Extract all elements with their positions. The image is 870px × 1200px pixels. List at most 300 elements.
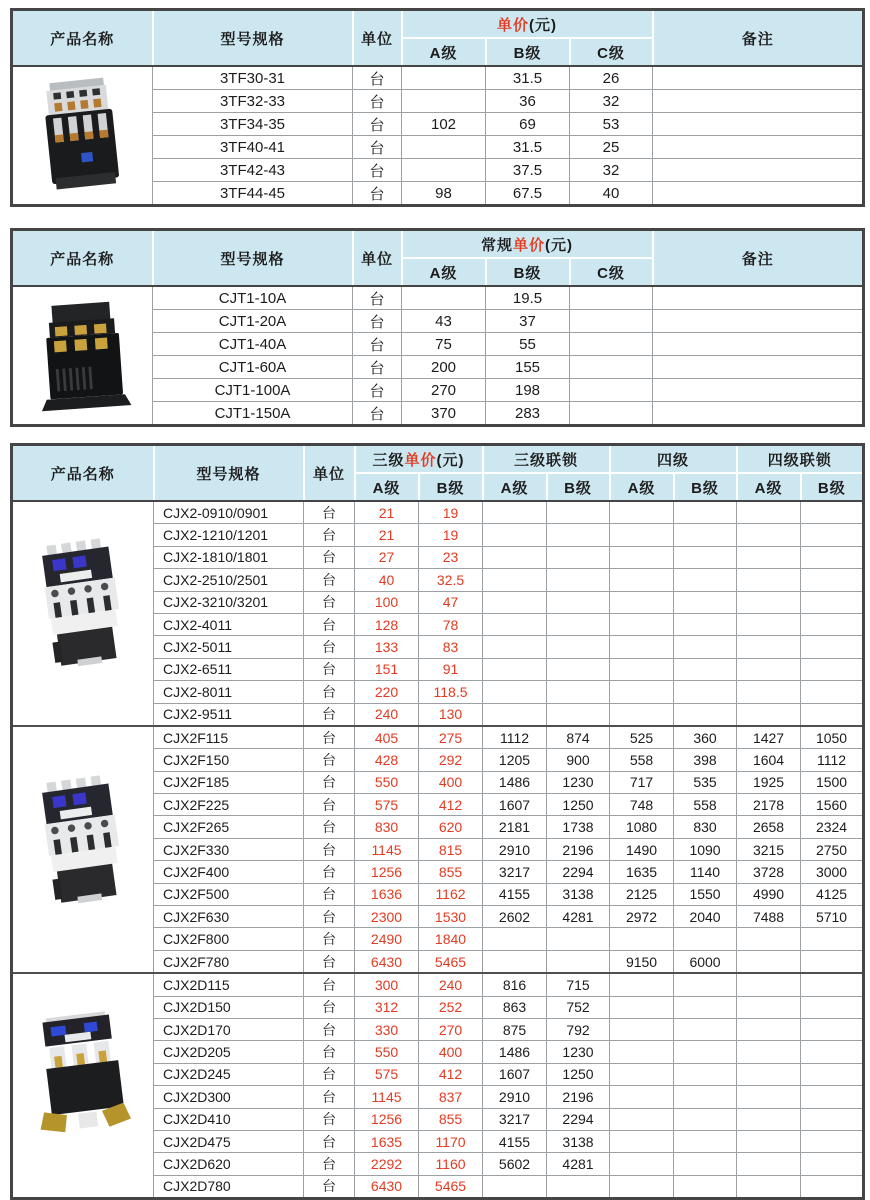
price-cell: 1090 [674,838,737,860]
unit-cell: 台 [304,1153,355,1175]
price-cell: 2490 [355,928,419,950]
price-cell [610,613,674,635]
price-cell: 32 [570,90,653,113]
price-cell: 2196 [547,1086,610,1108]
model-cell: CJX2D245 [154,1063,304,1085]
price-cell [483,1175,547,1198]
price-cell: 3215 [737,838,801,860]
group-label: 四级 [657,451,690,469]
price-cell: 2602 [483,906,547,928]
model-cell: CJX2-1210/1201 [154,524,304,546]
price-group-header [483,445,610,474]
price-cell: 128 [355,613,419,635]
price-cell [483,681,547,703]
price-cell: 2324 [801,816,864,838]
price-cell: 1145 [355,838,419,860]
price-cell [547,950,610,973]
model-cell: CJX2D620 [154,1153,304,1175]
price-cell [402,136,486,159]
remark-cell [653,333,864,356]
price-cell [737,524,801,546]
group-label-part: 常规 [480,236,513,254]
price-cell [674,569,737,591]
price-cell: 1230 [547,771,610,793]
unit-cell: 台 [353,402,402,426]
price-cell: 1550 [674,883,737,905]
price-cell [674,636,737,658]
price-cell: 4155 [483,1130,547,1152]
price-cell [610,1063,674,1085]
unit-cell: 台 [304,1063,355,1085]
model-cell: 3TF32-33 [153,90,353,113]
price-cell: 837 [419,1086,483,1108]
unit-cell: 台 [304,1108,355,1130]
unit-cell: 台 [304,996,355,1018]
model-cell: CJX2-2510/2501 [154,569,304,591]
unit-cell: 台 [304,1175,355,1198]
price-cell [674,1175,737,1198]
model-cell: CJX2F780 [154,950,304,973]
model-cell: 3TF30-31 [153,66,353,90]
price-cell [674,1153,737,1175]
price-cell: 5465 [419,1175,483,1198]
price-cell [610,996,674,1018]
price-cell: 575 [355,794,419,816]
price-cell: 3217 [483,861,547,883]
unit-cell: 台 [353,159,402,182]
price-cell [570,286,653,310]
price-cell [737,501,801,524]
price-cell [674,996,737,1018]
unit-cell: 台 [353,310,402,333]
price-cell: 19 [419,524,483,546]
price-cell: 2294 [547,1108,610,1130]
price-cell [610,591,674,613]
group-label: 四级联锁 [767,451,832,469]
price-cell: 550 [355,771,419,793]
price-cell [674,973,737,996]
price-cell: 1427 [737,726,801,749]
price-cell [547,928,610,950]
price-cell [737,613,801,635]
price-cell: 55 [486,333,570,356]
price-cell: 240 [355,703,419,726]
unit-cell: 台 [353,379,402,402]
price-cell [801,1018,864,1040]
grade-header: B级 [486,258,570,286]
price-cell: 4155 [483,883,547,905]
contactor-cjx2d-photo [21,1007,145,1165]
price-cell: 32 [570,159,653,182]
model-cell: CJX2-4011 [154,613,304,635]
table-row [12,973,864,996]
price-cell: 21 [355,501,419,524]
price-cell: 330 [355,1018,419,1040]
price-cell: 1635 [610,861,674,883]
price-cell [801,569,864,591]
price-cell [402,90,486,113]
unit-cell: 台 [304,546,355,568]
price-cell: 1205 [483,749,547,771]
price-cell: 3138 [547,883,610,905]
price-cell: 98 [402,182,486,206]
price-cell [801,1041,864,1063]
price-cell [801,546,864,568]
price-cell [483,703,547,726]
price-cell [610,928,674,950]
unit-cell: 台 [304,591,355,613]
product-image-cell [12,726,154,973]
price-cell: 26 [570,66,653,90]
price-cell: 36 [486,90,570,113]
price-cell: 1500 [801,771,864,793]
price-cell: 37.5 [486,159,570,182]
price-cell: 240 [419,973,483,996]
contactor-cjx2-photo [21,534,145,692]
model-cell: CJT1-60A [153,356,353,379]
model-cell: CJX2F185 [154,771,304,793]
price-cell: 198 [486,379,570,402]
unit-cell: 台 [304,681,355,703]
remark-cell [653,136,864,159]
price-cell: 133 [355,636,419,658]
unit-cell: 台 [304,861,355,883]
price-cell [570,402,653,426]
price-cell: 9150 [610,950,674,973]
unit-cell: 台 [304,636,355,658]
price-cell [483,591,547,613]
unit-cell: 台 [353,356,402,379]
model-cell: 3TF42-43 [153,159,353,182]
price-cell: 398 [674,749,737,771]
remark-cell [653,90,864,113]
price-cell [570,356,653,379]
price-cell [402,159,486,182]
model-cell: CJX2D205 [154,1041,304,1063]
contactor-cjt1-photo [27,294,139,418]
price-cell [610,546,674,568]
price-cell: 752 [547,996,610,1018]
price-cell: 748 [610,794,674,816]
price-cell [610,658,674,680]
price-cell: 102 [402,113,486,136]
price-cell: 78 [419,613,483,635]
price-cell: 620 [419,816,483,838]
price-cell: 1925 [737,771,801,793]
price-cell: 40 [570,182,653,206]
price-cell [483,569,547,591]
price-cell: 2181 [483,816,547,838]
model-cell: CJX2F150 [154,749,304,771]
model-cell: CJT1-40A [153,333,353,356]
model-cell: CJX2D150 [154,996,304,1018]
group-label: 三级联锁 [514,451,579,469]
price-cell: 100 [355,591,419,613]
unit-cell: 台 [353,333,402,356]
price-cell: 19.5 [486,286,570,310]
price-cell [483,636,547,658]
unit-cell: 台 [304,749,355,771]
model-cell: CJX2D115 [154,973,304,996]
grade-header: B级 [486,38,570,66]
price-cell: 19 [419,501,483,524]
model-cell: CJX2F800 [154,928,304,950]
model-cell: CJT1-20A [153,310,353,333]
price-cell [737,1086,801,1108]
price-cell [674,501,737,524]
price-cell: 715 [547,973,610,996]
model-cell: CJT1-10A [153,286,353,310]
price-cell: 1486 [483,771,547,793]
group-label-part: 三级 [372,451,405,469]
model-spec-header: 型号规格 [153,230,353,287]
table-row [12,501,864,524]
price-cell: 43 [402,310,486,333]
price-cell: 360 [674,726,737,749]
price-cell: 874 [547,726,610,749]
price-cell: 1080 [610,816,674,838]
model-cell: CJX2D475 [154,1130,304,1152]
price-cell [674,546,737,568]
model-cell: CJT1-150A [153,402,353,426]
unit-cell: 台 [304,501,355,524]
price-cell: 1530 [419,906,483,928]
price-cell [737,950,801,973]
price-cell: 1112 [483,726,547,749]
price-cell: 67.5 [486,182,570,206]
price-table-cjt1-wrap [10,228,865,427]
price-cell [483,501,547,524]
price-group-header [402,10,653,39]
product-image-cell [12,286,153,426]
price-cell: 1140 [674,861,737,883]
price-cell [547,703,610,726]
price-cell [402,66,486,90]
grade-header: B级 [547,473,610,501]
model-cell: 3TF34-35 [153,113,353,136]
price-cell: 1560 [801,794,864,816]
price-cell: 4281 [547,906,610,928]
unit-cell: 台 [353,136,402,159]
price-table-cjx2 [10,443,865,1200]
contactor-3tf-photo [27,74,139,198]
price-cell [737,1063,801,1085]
price-cell [674,1130,737,1152]
grade-header: A级 [402,38,486,66]
price-cell: 130 [419,703,483,726]
price-cell [610,703,674,726]
price-cell [483,546,547,568]
price-cell [547,658,610,680]
model-cell: CJX2D410 [154,1108,304,1130]
price-cell [547,546,610,568]
price-cell: 855 [419,1108,483,1130]
model-cell: CJX2-9511 [154,703,304,726]
product-name-header: 产品名称 [12,445,154,502]
grade-header: C级 [570,38,653,66]
price-cell [483,524,547,546]
price-cell [737,973,801,996]
grade-header: C级 [570,258,653,286]
price-cell [610,524,674,546]
price-cell: 23 [419,546,483,568]
remark-cell [653,182,864,206]
price-cell: 535 [674,771,737,793]
unit-cell: 台 [304,658,355,680]
price-cell [674,1108,737,1130]
price-cell [483,658,547,680]
price-cell: 1250 [547,1063,610,1085]
price-cell: 312 [355,996,419,1018]
price-cell: 1840 [419,928,483,950]
unit-cell: 台 [353,286,402,310]
unit-cell: 台 [304,973,355,996]
price-cell [547,501,610,524]
price-cell: 400 [419,1041,483,1063]
group-label-part: (元) [436,451,465,469]
price-cell [737,928,801,950]
price-cell [610,1041,674,1063]
price-cell [610,1130,674,1152]
table-row [12,66,864,90]
price-cell: 3217 [483,1108,547,1130]
price-cell: 863 [483,996,547,1018]
price-cell [801,658,864,680]
price-cell [570,333,653,356]
price-cell: 815 [419,838,483,860]
price-cell: 2300 [355,906,419,928]
unit-header: 单位 [353,10,402,67]
price-cell: 1160 [419,1153,483,1175]
price-cell: 428 [355,749,419,771]
price-cell: 2910 [483,1086,547,1108]
price-cell: 2040 [674,906,737,928]
price-cell [483,950,547,973]
price-cell [610,1108,674,1130]
price-cell: 6000 [674,950,737,973]
price-cell [801,973,864,996]
model-cell: CJX2F115 [154,726,304,749]
model-cell: CJX2F330 [154,838,304,860]
price-cell: 5602 [483,1153,547,1175]
price-cell: 2294 [547,861,610,883]
price-cell [483,613,547,635]
price-cell: 200 [402,356,486,379]
price-cell [801,1063,864,1085]
remark-cell [653,379,864,402]
unit-cell: 台 [304,950,355,973]
price-cell: 1256 [355,1108,419,1130]
price-cell [674,928,737,950]
unit-cell: 台 [353,182,402,206]
price-group-header [610,445,737,474]
price-cell: 1490 [610,838,674,860]
price-cell: 2910 [483,838,547,860]
price-cell [801,928,864,950]
price-cell: 275 [419,726,483,749]
price-cell: 3000 [801,861,864,883]
price-cell: 816 [483,973,547,996]
remark-cell [653,159,864,182]
price-cell: 151 [355,658,419,680]
price-cell [674,658,737,680]
price-cell [610,1153,674,1175]
price-cell [674,613,737,635]
price-cell: 252 [419,996,483,1018]
model-cell: CJX2-5011 [154,636,304,658]
price-cell: 6430 [355,1175,419,1198]
price-cell: 2972 [610,906,674,928]
price-group-header [737,445,864,474]
price-cell [547,524,610,546]
price-cell [801,996,864,1018]
model-cell: CJX2F225 [154,794,304,816]
price-cell [801,1153,864,1175]
price-cell [801,524,864,546]
price-cell: 292 [419,749,483,771]
price-cell: 412 [419,794,483,816]
price-cell [610,569,674,591]
unit-cell: 台 [304,1041,355,1063]
unit-cell: 台 [353,66,402,90]
price-cell: 37 [486,310,570,333]
price-cell: 1604 [737,749,801,771]
price-table-3tf [10,8,865,207]
price-cell: 792 [547,1018,610,1040]
price-cell: 2658 [737,816,801,838]
grade-header: A级 [610,473,674,501]
unit-cell: 台 [304,906,355,928]
price-cell: 2178 [737,794,801,816]
price-cell [674,681,737,703]
unit-cell: 台 [304,838,355,860]
price-cell [547,613,610,635]
price-cell: 1635 [355,1130,419,1152]
unit-cell: 台 [304,928,355,950]
price-cell: 31.5 [486,66,570,90]
price-cell [610,681,674,703]
price-cell: 21 [355,524,419,546]
price-cell: 4281 [547,1153,610,1175]
price-cell [737,996,801,1018]
price-cell [570,379,653,402]
price-cell: 32.5 [419,569,483,591]
unit-cell: 台 [304,883,355,905]
price-cell [801,1175,864,1198]
remark-cell [653,310,864,333]
price-cell: 118.5 [419,681,483,703]
remark-cell [653,356,864,379]
price-cell [801,1086,864,1108]
contactor-cjx2f-photo [21,771,145,929]
price-cell [674,591,737,613]
product-image-cell [12,973,154,1198]
price-cell [801,1108,864,1130]
price-group-header [402,230,653,259]
price-cell [737,681,801,703]
price-cell [547,1175,610,1198]
price-cell [610,501,674,524]
price-cell: 550 [355,1041,419,1063]
price-table-cjt1 [10,228,865,427]
price-cell: 270 [419,1018,483,1040]
price-cell: 6430 [355,950,419,973]
price-cell: 27 [355,546,419,568]
price-cell: 558 [610,749,674,771]
price-cell [737,1130,801,1152]
price-cell: 1145 [355,1086,419,1108]
remark-cell [653,113,864,136]
